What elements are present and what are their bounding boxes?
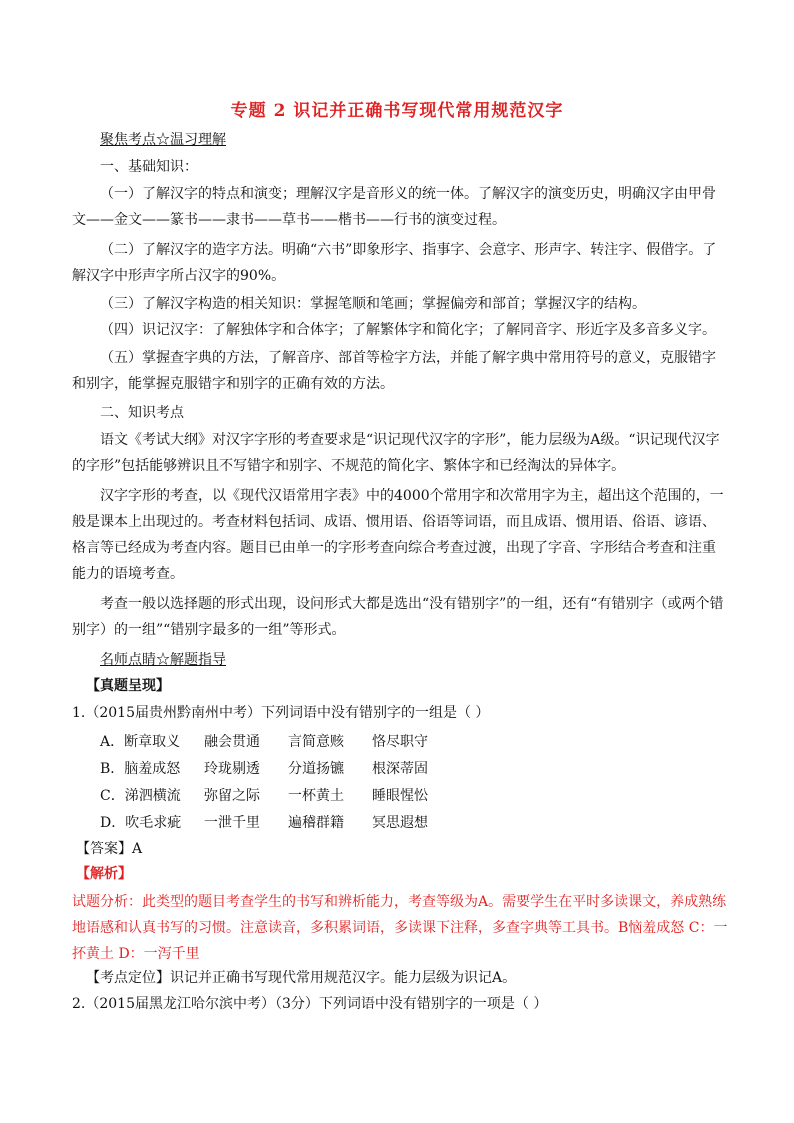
option-c-3: 一杯黄土 <box>288 788 344 804</box>
basic-item-4: （四）识记汉字：了解独体字和合体字；了解繁体字和简化字；了解同音字、形近字及多音多义字。 <box>100 322 716 338</box>
option-c-4: 睡眼惺忪 <box>372 788 428 804</box>
basic-item-3: （三）了解汉字构造的相关知识：掌握笔顺和笔画；掌握偏旁和部首；掌握汉字的结构。 <box>100 296 646 312</box>
option-a-4: 恪尽职守 <box>372 734 428 750</box>
section-heading-guide: 名师点睛☆解题指导 <box>100 652 226 668</box>
kaodian-position: 【考点定位】识记并正确书写现代常用规范汉字。能力层级为识记A。 <box>86 970 517 986</box>
option-d-1: D．吹毛求疵 <box>100 815 182 831</box>
option-b-2: 玲珑剔透 <box>204 761 260 777</box>
option-c-2: 弥留之际 <box>204 788 260 804</box>
option-b-1: B．脑羞成怒 <box>100 761 181 777</box>
section-heading-focus: 聚焦考点☆温习理解 <box>100 132 226 148</box>
analysis-label: 【解析】 <box>76 866 132 882</box>
basic-item-2: （二）了解汉字的造字方法。明确“六书”即象形字、指事字、会意字、形声字、转注字、假借字。了解汉字中形声字所占汉字的90%。 <box>72 242 717 284</box>
answer: 【答案】A <box>76 841 143 857</box>
option-a-3: 言简意赅 <box>288 734 344 750</box>
kaodian-para-3: 考查一般以选择题的形式出现，设问形式大都是选出“没有错别字”的一组，还有“有错别字（或两个错别字）的一组”“错别字最多的一组”等形式。 <box>72 596 724 638</box>
question-1: 1.（2015届贵州黔南州中考）下列词语中没有错别字的一组是（ ） <box>72 705 490 721</box>
page-title: 专题 2 识记并正确书写现代常用规范汉字 <box>230 101 564 121</box>
option-d-2: 一泄千里 <box>204 815 260 831</box>
option-a-2: 融会贯通 <box>204 734 260 750</box>
basic-item-5: （五）掌握查字典的方法，了解音序、部首等检字方法，并能了解字典中常用符号的意义，克服错字和别字，能掌握克服错字和别字的正确有效的方法。 <box>72 350 716 392</box>
option-d-4: 冥思遐想 <box>372 815 428 831</box>
option-a-1: A．断章取义 <box>100 734 181 750</box>
option-c-1: C．涕泗横流 <box>100 788 181 804</box>
kaodian-para-1: 语文《考试大纲》对汉字字形的考查要求是“识记现代汉字的字形”，能力层级为A级。“识记现代汉字的字形”包括能够辨识且不写错字和别字、不规范的简化字、繁体字和已经淘汰的异体字。 <box>72 432 720 474</box>
option-d-3: 遍稽群籍 <box>288 815 344 831</box>
question-2: 2.（2015届黑龙江哈尔滨中考）（3分）下列词语中没有错别字的一项是（ ） <box>72 996 548 1012</box>
real-question-label: 【真题呈现】 <box>86 678 170 694</box>
part-heading-basic: 一、基础知识： <box>100 159 198 175</box>
part-heading-kaodian: 二、知识考点 <box>100 405 184 421</box>
basic-item-1: （一）了解汉字的特点和演变；理解汉字是音形义的统一体。了解汉字的演变历史，明确汉字由甲骨文——金文——篆书——隶书——草书——楷书——行书的演变过程。 <box>72 186 716 228</box>
analysis-text: 试题分析：此类型的题目考查学生的书写和辨析能力，考查等级为A。需要学生在平时多读课文，养成熟练地语感和认真书写的习惯。注意读音，多积累词语，多读课下注释，多查字典等工具书。B恼羞成怒 C：一抔黄土 D：一泻千里 <box>72 894 728 962</box>
option-b-4: 根深蒂固 <box>372 761 428 777</box>
option-b-3: 分道扬镳 <box>288 761 344 777</box>
kaodian-para-2: 汉字字形的考查，以《现代汉语常用字表》中的4000个常用字和次常用字为主，超出这个范围的，一般是课本上出现过的。考查材料包括词、成语、惯用语、俗语等词语，而且成语、惯用语、俗语、谚语、格言等已经成为考查内容。题目已由单一的字形考查向综合考查过渡，出现了字音、字形结合考查和注重能力的语境考查。 <box>72 488 724 582</box>
